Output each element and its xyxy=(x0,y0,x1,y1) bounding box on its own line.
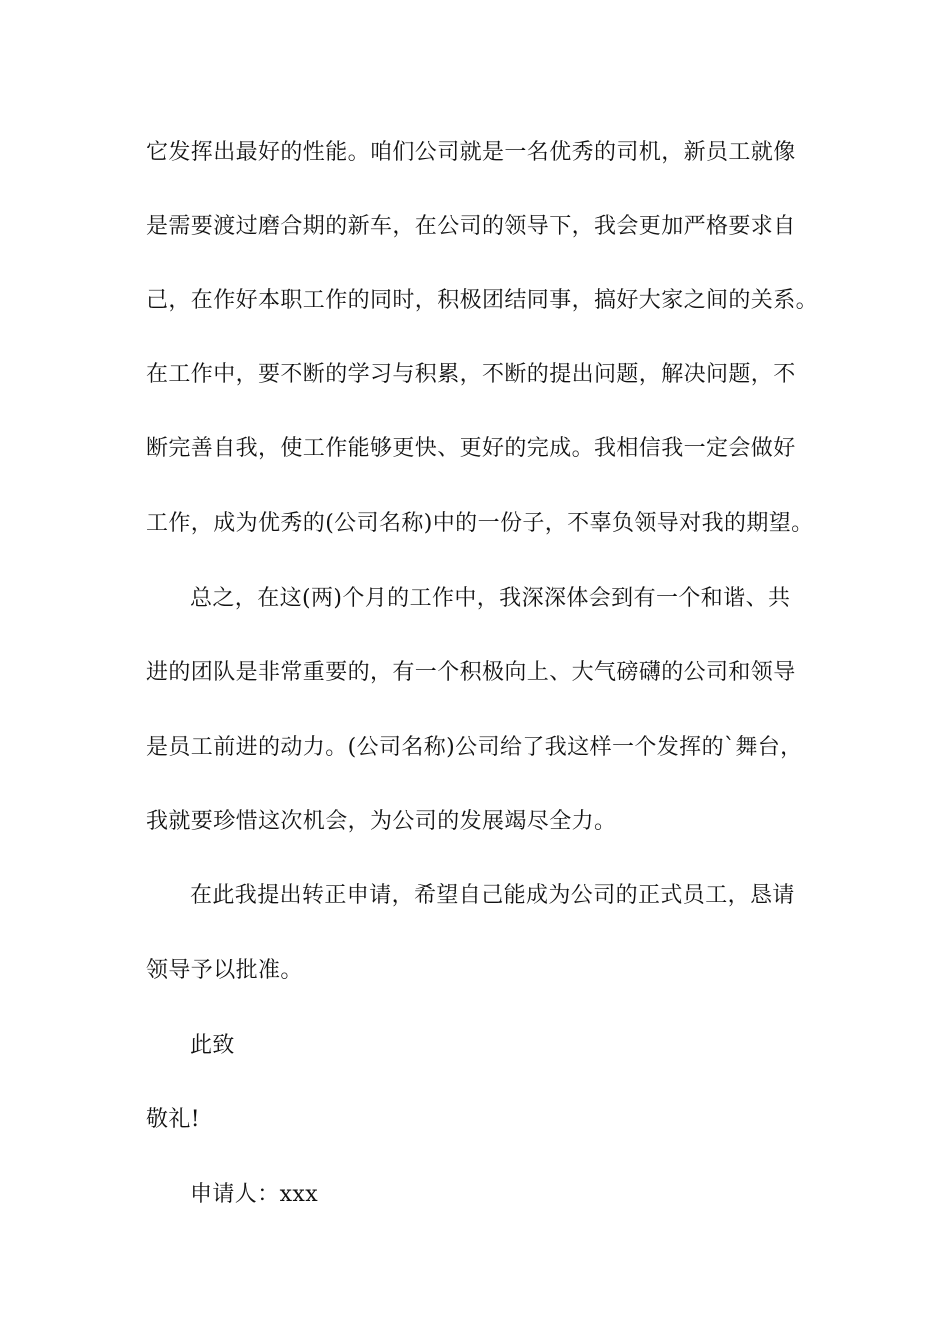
body-text-line: 领导予以批准。 xyxy=(146,958,303,983)
salutation-line: 此致 xyxy=(190,1033,235,1058)
body-text-line: 进的团队是非常重要的，有一个积极向上、大气磅礴的公司和领导 xyxy=(146,660,796,685)
body-text-line: 断完善自我，使工作能够更快、更好的完成。我相信我一定会做好 xyxy=(146,436,796,461)
body-text-line: 在此我提出转正申请，希望自己能成为公司的正式员工，恳请 xyxy=(190,883,795,908)
salutation-line: 敬礼! xyxy=(146,1107,201,1132)
body-text-line: 工作，成为优秀的(公司名称)中的一份子，不辜负领导对我的期望。 xyxy=(146,511,814,536)
applicant-signature-line: 申请人：xxx xyxy=(190,1182,319,1207)
body-text-line: 己，在作好本职工作的同时，积极团结同事，搞好大家之间的关系。 xyxy=(146,288,819,313)
body-text-line: 是需要渡过磨合期的新车，在公司的领导下，我会更加严格要求自 xyxy=(146,214,796,239)
body-text-line: 是员工前进的动力。(公司名称)公司给了我这样一个发挥的`舞台， xyxy=(146,735,803,760)
body-text-line: 它发挥出最好的性能。咱们公司就是一名优秀的司机，新员工就像 xyxy=(146,140,796,165)
body-text-line: 总之，在这(两)个月的工作中，我深深体会到有一个和谐、共 xyxy=(190,586,791,611)
body-text-line: 我就要珍惜这次机会，为公司的发展竭尽全力。 xyxy=(146,809,617,834)
body-text-line: 在工作中，要不断的学习与积累，不断的提出问题，解决问题，不 xyxy=(146,362,796,387)
